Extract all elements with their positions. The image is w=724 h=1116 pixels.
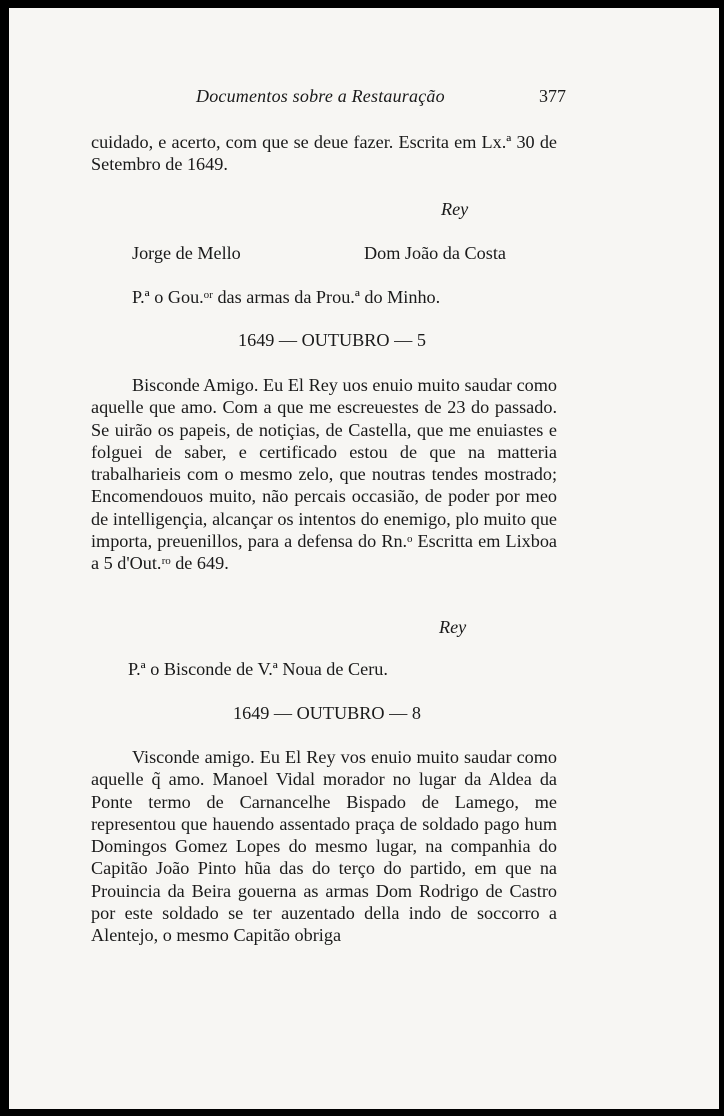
running-head — [9, 86, 719, 116]
letter2-addressee: P.ª o Bisconde de V.ª Noua de Ceru. — [128, 659, 388, 679]
letter1-royal-signature: Rey — [441, 199, 469, 219]
book-page — [9, 8, 719, 1109]
letter2-body: Bisconde Amigo. Eu El Rey uos enuio muito saudar como aquelle que amo. Com a que me escreuestes de 23 do passado. Se uirão os papeis, de notiçias, de Castella, que me enuiastes e folguei de saber, e certificado estou de que na matteria trabalharieis com o mesmo zelo, que noutras tendes mostrado; Encomendouos muito, não percais occasião, de poder por meo de intelligençia, alcançar os intentos do enemigo, plo muito que importa, preuenillos, para a defensa do Rn.ᵒ Escritta em Lixboa a 5 d'Out.ʳᵒ de 649. — [91, 375, 557, 574]
page-number: 377 — [539, 86, 566, 106]
letter3-body: Visconde amigo. Eu El Rey vos enuio muito saudar como aquelle q̃ amo. Manoel Vidal morador no lugar da Aldea da Ponte termo de Carnancelhe Bispado de Lamego, me representou que hauendo assentado praça de soldado pago hum Domingos Gomez Lopes do mesmo lugar, na companhia do Capitão João Pinto hũa das do terço do partido, em que na Prouincia da Beira gouerna as armas Dom Rodrigo de Castro por este soldado se ter auzentado della indo de soccorro a Alentejo, o mesmo Capitão obriga — [91, 747, 557, 946]
letter2-dateline: 1649 — OUTUBRO — 5 — [238, 330, 426, 350]
letter2-royal-signature: Rey — [439, 617, 467, 637]
running-title: Documentos sobre a Restauração — [196, 86, 445, 106]
letter1-signatory-left: Jorge de Mello — [132, 243, 241, 263]
letter3-dateline: 1649 — OUTUBRO — 8 — [233, 703, 421, 723]
letter1-addressee: P.ª o Gou.ᵒʳ das armas da Prou.ª do Minho. — [132, 287, 441, 307]
letter1-closing-paragraph: cuidado, e acerto, com que se deue fazer. Escrita em Lx.ª 30 de Setembro de 1649. — [91, 132, 557, 175]
letter1-signatory-right: Dom João da Costa — [364, 243, 506, 263]
